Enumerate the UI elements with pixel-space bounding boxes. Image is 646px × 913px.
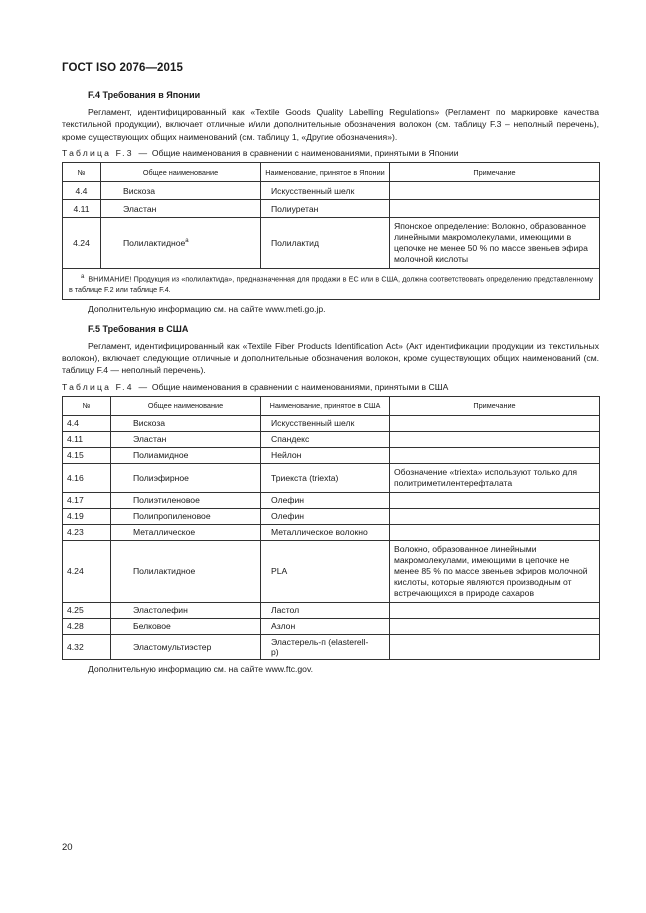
cell-note <box>390 182 600 200</box>
page-content <box>62 90 599 684</box>
table-header-row <box>63 163 600 182</box>
footnote-text: ВНИМАНИЕ! Продукция из «полилактида», предназначенная для продажи в ЕС или в США, должна соответствовать определению представленному в таблице F.2 или таблице F.4. <box>69 274 593 295</box>
cell-note <box>390 447 600 463</box>
table-f4-caption <box>62 382 599 392</box>
section-f4-paragraph: Регламент, идентифицированный как «Textile Goods Quality Labelling Regulations» (Регламент по маркировке качества текстильной продукции), включает отличные и/или дополнительные обозначения волокон (см. таблицу F.3 – неполный перечень), кроме существующих общих наименований (см. таблицу 1, «Другие обозначения»). <box>62 107 599 142</box>
cell-note <box>390 524 600 540</box>
cell-common-name: Вискоза <box>111 415 261 431</box>
cell-number: 4.4 <box>63 182 101 200</box>
column-header-note: Примечание <box>390 396 600 415</box>
cell-number: 4.4 <box>63 415 111 431</box>
table-row <box>63 618 600 634</box>
table-f4-title: Общие наименования в сравнении с наименованиями, принятыми в США <box>151 381 449 392</box>
table-row <box>63 634 600 659</box>
table-f4-label: Таблица F.4 <box>62 381 134 392</box>
table-f4-dash: — <box>138 381 148 392</box>
cell-local-name: Триекста (triexta) <box>261 463 390 492</box>
column-header-number: № <box>63 163 101 182</box>
table-f3-more-info: Дополнительную информацию см. на сайте www.meti.go.jp. <box>88 303 326 314</box>
cell-note <box>390 200 600 218</box>
cell-common-name: Эластан <box>111 431 261 447</box>
cell-local-name: PLA <box>261 540 390 602</box>
column-header-note: Примечание <box>390 163 600 182</box>
cell-local-name: Ластол <box>261 602 390 618</box>
cell-local-name <box>261 634 390 659</box>
table-row <box>63 602 600 618</box>
cell-common-name: Полилактидное <box>111 540 261 602</box>
section-f4-heading: F.4 Требования в Японии <box>88 90 201 100</box>
cell-note <box>390 508 600 524</box>
table-row <box>63 218 600 269</box>
cell-number: 4.28 <box>63 618 111 634</box>
cell-note: Японское определение: Волокно, образованное линейными макромолекулами, имеющими в цепочке не менее 50 % по массе звеньев эфира молочной кислоты <box>390 218 600 269</box>
section-f5-heading: F.5 Требования в США <box>88 323 189 334</box>
cell-common-name: Полиэфирное <box>111 463 261 492</box>
table-row <box>63 200 600 218</box>
table-f3-caption <box>62 148 599 158</box>
cell-common-name: Эластан <box>101 200 261 218</box>
cell-common-name: Вискоза <box>101 182 261 200</box>
table-row <box>63 463 600 492</box>
column-header-local-name: Наименование, принятое в Японии <box>261 163 390 182</box>
cell-local-name: Нейлон <box>261 447 390 463</box>
column-header-local-name: Наименование, принятое в США <box>261 396 390 415</box>
cell-number: 4.24 <box>63 540 111 602</box>
column-header-common-name: Общее наименование <box>111 396 261 415</box>
cell-note: Волокно, образованное линейными макромолекулами, имеющими в цепочке не менее 85 % по массе звеньев эфиров молочной кислоты, которые являются производным от встречающихся в природе сахаров <box>390 540 600 602</box>
cell-number: 4.17 <box>63 492 111 508</box>
table-row <box>63 540 600 602</box>
cell-common-name: Металлическое <box>111 524 261 540</box>
cell-note <box>390 602 600 618</box>
cell-local-name: Азлон <box>261 618 390 634</box>
section-f5-paragraph: Регламент, идентифицированный как «Textile Fiber Products Identification Act» (Акт идентификации продукции из текстильных волокон), включает следующие отличные и дополнительные обозначения волокон, кроме существующих общих наименований (см. таблицу F.4 — неполный перечень). <box>62 340 599 376</box>
cell-common-name: Эластолефин <box>111 602 261 618</box>
cell-common-name <box>101 218 261 269</box>
table-f4 <box>62 396 600 660</box>
cell-number: 4.24 <box>63 218 101 269</box>
cell-number: 4.16 <box>63 463 111 492</box>
cell-local-name-text: Эластерель-п (elasterell-p) <box>271 636 369 657</box>
cell-number: 4.25 <box>63 602 111 618</box>
table-row <box>63 431 600 447</box>
cell-common-name: Полипропиленовое <box>111 508 261 524</box>
cell-number: 4.23 <box>63 524 111 540</box>
page-number: 20 <box>62 842 73 853</box>
cell-local-name: Металлическое волокно <box>261 524 390 540</box>
document-code: ГОСТ ISO 2076—2015 <box>62 62 184 74</box>
cell-common-name-text: Полилактидное <box>123 238 186 249</box>
table-f3-title: Общие наименования в сравнении с наименованиями, принятыми в Японии <box>151 148 459 159</box>
table-row <box>63 447 600 463</box>
cell-local-name: Искусственный шелк <box>261 415 390 431</box>
column-header-number: № <box>63 396 111 415</box>
cell-note: Обозначение «triexta» используют только для политриметилентерефталата <box>390 463 600 492</box>
footnote-reference: а <box>185 238 189 245</box>
cell-local-name: Олефин <box>261 508 390 524</box>
cell-note <box>390 492 600 508</box>
cell-local-name: Олефин <box>261 492 390 508</box>
table-f3 <box>62 162 600 299</box>
cell-note <box>390 618 600 634</box>
cell-number: 4.11 <box>63 431 111 447</box>
cell-local-name: Полилактид <box>261 218 390 269</box>
cell-common-name: Полиэтиленовое <box>111 492 261 508</box>
table-row <box>63 415 600 431</box>
cell-local-name: Искусственный шелк <box>261 182 390 200</box>
footnote-mark: а <box>81 274 85 281</box>
table-row <box>63 492 600 508</box>
cell-number: 4.11 <box>63 200 101 218</box>
table-row <box>63 182 600 200</box>
cell-local-name: Спандекс <box>261 431 390 447</box>
table-row <box>63 524 600 540</box>
table-f4-more-info: Дополнительную информацию см. на сайте www.ftc.gov. <box>88 663 313 674</box>
cell-note <box>390 634 600 659</box>
table-footnote-row <box>63 269 600 299</box>
table-row <box>63 508 600 524</box>
cell-note <box>390 415 600 431</box>
table-footnote <box>63 269 600 299</box>
cell-number: 4.19 <box>63 508 111 524</box>
column-header-common-name: Общее наименование <box>101 163 261 182</box>
cell-number: 4.32 <box>63 634 111 659</box>
table-f3-dash: — <box>138 148 148 159</box>
table-f3-label: Таблица F.3 <box>62 148 134 159</box>
cell-note <box>390 431 600 447</box>
cell-number: 4.15 <box>63 447 111 463</box>
table-header-row <box>63 396 600 415</box>
cell-local-name: Полиуретан <box>261 200 390 218</box>
cell-common-name: Белковое <box>111 618 261 634</box>
cell-common-name: Эластомультиэстер <box>111 634 261 659</box>
cell-common-name: Полиамидное <box>111 447 261 463</box>
